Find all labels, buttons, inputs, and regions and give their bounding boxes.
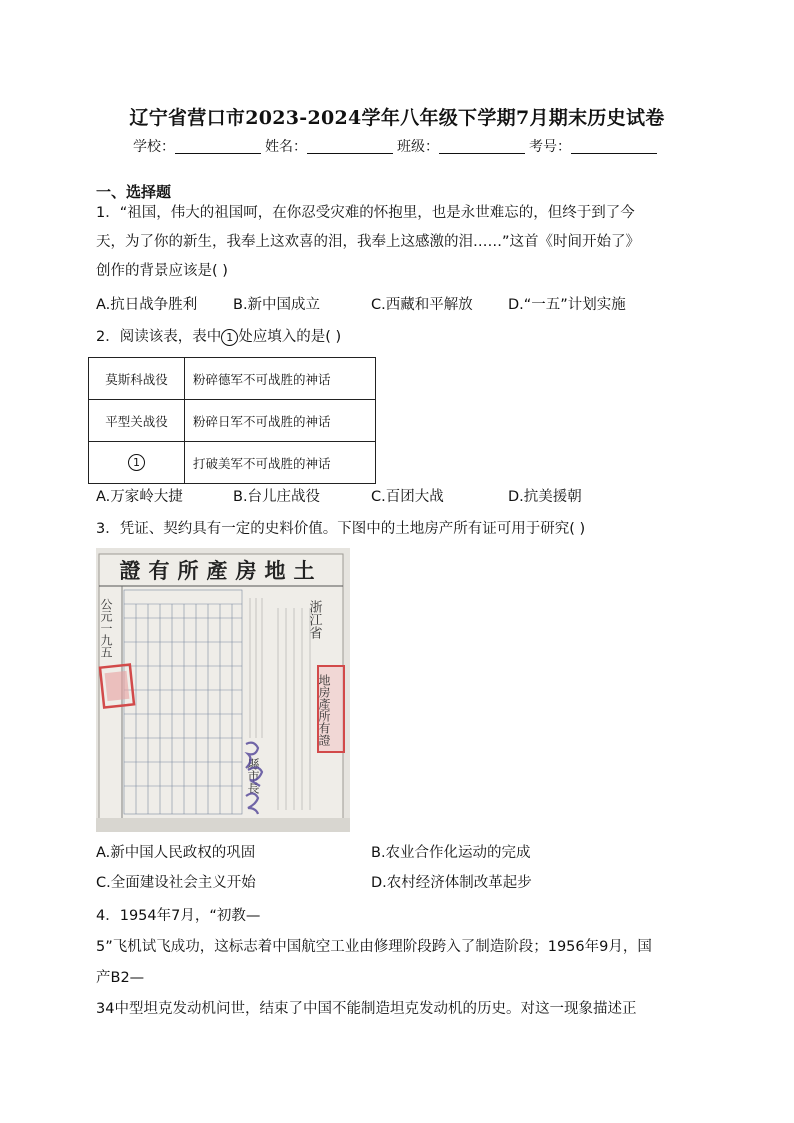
- q3-option-b[interactable]: B.农业合作化运动的完成: [371, 845, 531, 861]
- certificate-heading: 證有所產房地土: [119, 558, 323, 583]
- county-chief-label: 縣市長: [246, 758, 260, 794]
- page-title: 辽宁省营口市2023-2024学年八年级下学期7月期末历史试卷: [129, 107, 665, 129]
- battle-cell-blank: [89, 442, 185, 484]
- student-info-line: [0, 136, 794, 156]
- circled-number: 1: [128, 454, 145, 471]
- q1-stem-line2: 天，为了你的新生，我奉上这欢喜的泪，我奉上这感激的泪……”这首《时间开始了》: [96, 234, 641, 250]
- meaning-cell: 打破美军不可战胜的神话: [185, 442, 376, 484]
- q1-option-c[interactable]: C.西藏和平解放: [371, 297, 473, 313]
- q1-option-a[interactable]: A.抗日战争胜利: [96, 297, 198, 313]
- exam-number-blank[interactable]: [571, 139, 657, 154]
- name-blank[interactable]: [307, 139, 393, 154]
- q2-option-b[interactable]: B.台儿庄战役: [233, 489, 321, 505]
- q4-stem-line2: 5”飞机试飞成功，这标志着中国航空工业由修理阶段跨入了制造阶段；1956年9月，国: [96, 939, 652, 955]
- q2-option-c[interactable]: C.百团大战: [371, 489, 444, 505]
- class-blank[interactable]: [439, 139, 525, 154]
- section-heading: 一、选择题: [96, 183, 172, 201]
- table-row: [89, 442, 376, 484]
- q2-circled-number: 1: [221, 329, 238, 346]
- meaning-cell: 粉碎日军不可战胜的神话: [185, 400, 376, 442]
- table-row: [89, 358, 376, 400]
- battle-cell: 莫斯科战役: [89, 358, 185, 400]
- land-certificate-photo: [96, 548, 350, 832]
- q3-option-a[interactable]: A.新中国人民政权的巩固: [96, 845, 256, 861]
- certificate-stamp-text: 地房產所有證: [317, 674, 331, 746]
- q4-stem-line3: 产B2—: [96, 970, 145, 986]
- q1-option-d[interactable]: D.“一五”计划实施: [508, 297, 626, 313]
- battle-table: [88, 357, 376, 484]
- province-label: 浙江省: [306, 600, 322, 639]
- q2-stem-after: 处应填入的是( ): [238, 329, 342, 345]
- certificate-date-text: 公元一九五: [99, 598, 113, 658]
- certificate-image: [96, 548, 350, 832]
- school-blank[interactable]: [175, 139, 261, 154]
- q2-option-a[interactable]: A.万家岭大捷: [96, 489, 183, 505]
- battle-cell: 平型关战役: [89, 400, 185, 442]
- q3-option-c[interactable]: C.全面建设社会主义开始: [96, 875, 256, 891]
- q2-stem: [96, 325, 341, 346]
- meaning-cell: 粉碎德军不可战胜的神话: [185, 358, 376, 400]
- school-label: 学校：: [133, 139, 175, 155]
- table-row: [89, 400, 376, 442]
- q4-stem-line1: 4．1954年7月，“初教—: [96, 908, 261, 924]
- q2-option-d[interactable]: D.抗美援朝: [508, 489, 582, 505]
- class-label: 班级：: [397, 139, 439, 155]
- q1-option-b[interactable]: B.新中国成立: [233, 297, 321, 313]
- q2-stem-before: 2．阅读该表，表中: [96, 329, 222, 345]
- exam-number-label: 考号：: [529, 139, 571, 155]
- q3-stem: 3．凭证、契约具有一定的史料价值。下图中的土地房产所有证可用于研究( ): [96, 521, 586, 537]
- q1-stem-line1: 1．“祖国，伟大的祖国呵，在你忍受灾难的怀抱里，也是永世难忘的，但终于到了今: [96, 205, 635, 221]
- name-label: 姓名：: [265, 139, 307, 155]
- q3-option-d[interactable]: D.农村经济体制改革起步: [371, 875, 532, 891]
- q4-stem-line4: 34中型坦克发动机问世，结束了中国不能制造坦克发动机的历史。对这一现象描述正: [96, 1001, 637, 1017]
- q1-stem-line3: 创作的背景应该是( ): [96, 263, 228, 279]
